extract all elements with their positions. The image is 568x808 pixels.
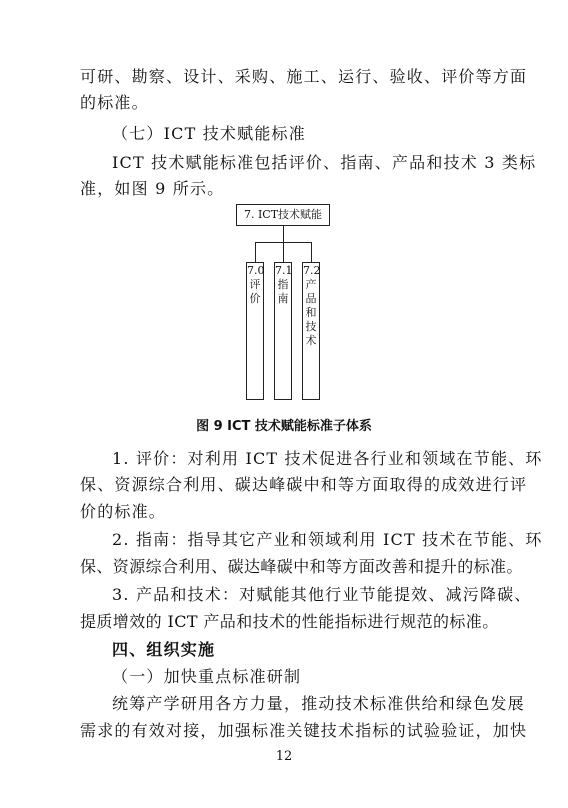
node-number: 7.1 <box>275 264 293 277</box>
list-item-line: 1. 评价：对利用 ICT 技术促进各行业和领域在节能、环 <box>112 449 543 468</box>
node-char: 和 <box>305 306 317 319</box>
paragraph-line: 统筹产学研用各方力量，推动技术标准供给和绿色发展 <box>112 694 525 713</box>
diagram-connector <box>311 242 312 262</box>
paragraph-line: 需求的有效对接，加强标准关键技术指标的试验验证，加快 <box>80 721 528 740</box>
paragraph-line: 可研、勘察、设计、采购、施工、运行、验收、评价等方面 <box>80 67 528 86</box>
node-char: 评 <box>249 278 261 291</box>
node-char: 价 <box>249 292 261 305</box>
diagram-node-guide <box>274 262 292 400</box>
node-char: 南 <box>277 292 289 305</box>
diagram-connector <box>283 226 284 242</box>
paragraph-line: 的标准。 <box>80 93 149 112</box>
paragraph-line: 准，如图 9 所示。 <box>80 179 225 198</box>
paragraph-line: ICT 技术赋能标准包括评价、指南、产品和技术 3 类标 <box>112 153 537 172</box>
list-item-line: 保、资源综合利用、碳达峰碳中和等方面改善和提升的标准。 <box>80 557 523 576</box>
list-item-line: 价的标准。 <box>80 502 167 521</box>
page-number: 12 <box>275 749 293 764</box>
list-item-line: 3. 产品和技术：对赋能其他行业节能提效、减污降碳、 <box>112 585 532 604</box>
node-char: 术 <box>305 334 317 347</box>
node-char: 产 <box>305 278 317 291</box>
section-heading: 四、组织实施 <box>112 640 216 659</box>
node-char: 技 <box>305 320 317 333</box>
list-item-line: 保、资源综合利用、碳达峰碳中和等方面取得的成效进行评 <box>80 475 528 494</box>
figure-caption: 图 9 ICT 技术赋能标准子体系 <box>196 419 372 434</box>
list-item-line: 2. 指南：指导其它产业和领域利用 ICT 技术在节能、环 <box>112 530 543 549</box>
diagram-connector <box>255 242 256 262</box>
diagram-node-evaluation <box>246 262 264 400</box>
subsection-heading: （一）加快重点标准研制 <box>112 667 302 686</box>
diagram-connector <box>283 242 284 262</box>
diagram-root-node: 7. ICT技术赋能 <box>236 204 330 226</box>
node-char: 品 <box>305 292 317 305</box>
node-number: 7.2 <box>303 264 321 277</box>
diagram-node-products-technology <box>302 262 320 400</box>
list-item-line: 提质增效的 ICT 产品和技术的性能指标进行规范的标准。 <box>80 612 499 631</box>
node-char: 指 <box>277 278 289 291</box>
heading-ict-enablement: （七）ICT 技术赋能标准 <box>112 124 306 143</box>
node-number: 7.0 <box>247 264 265 277</box>
